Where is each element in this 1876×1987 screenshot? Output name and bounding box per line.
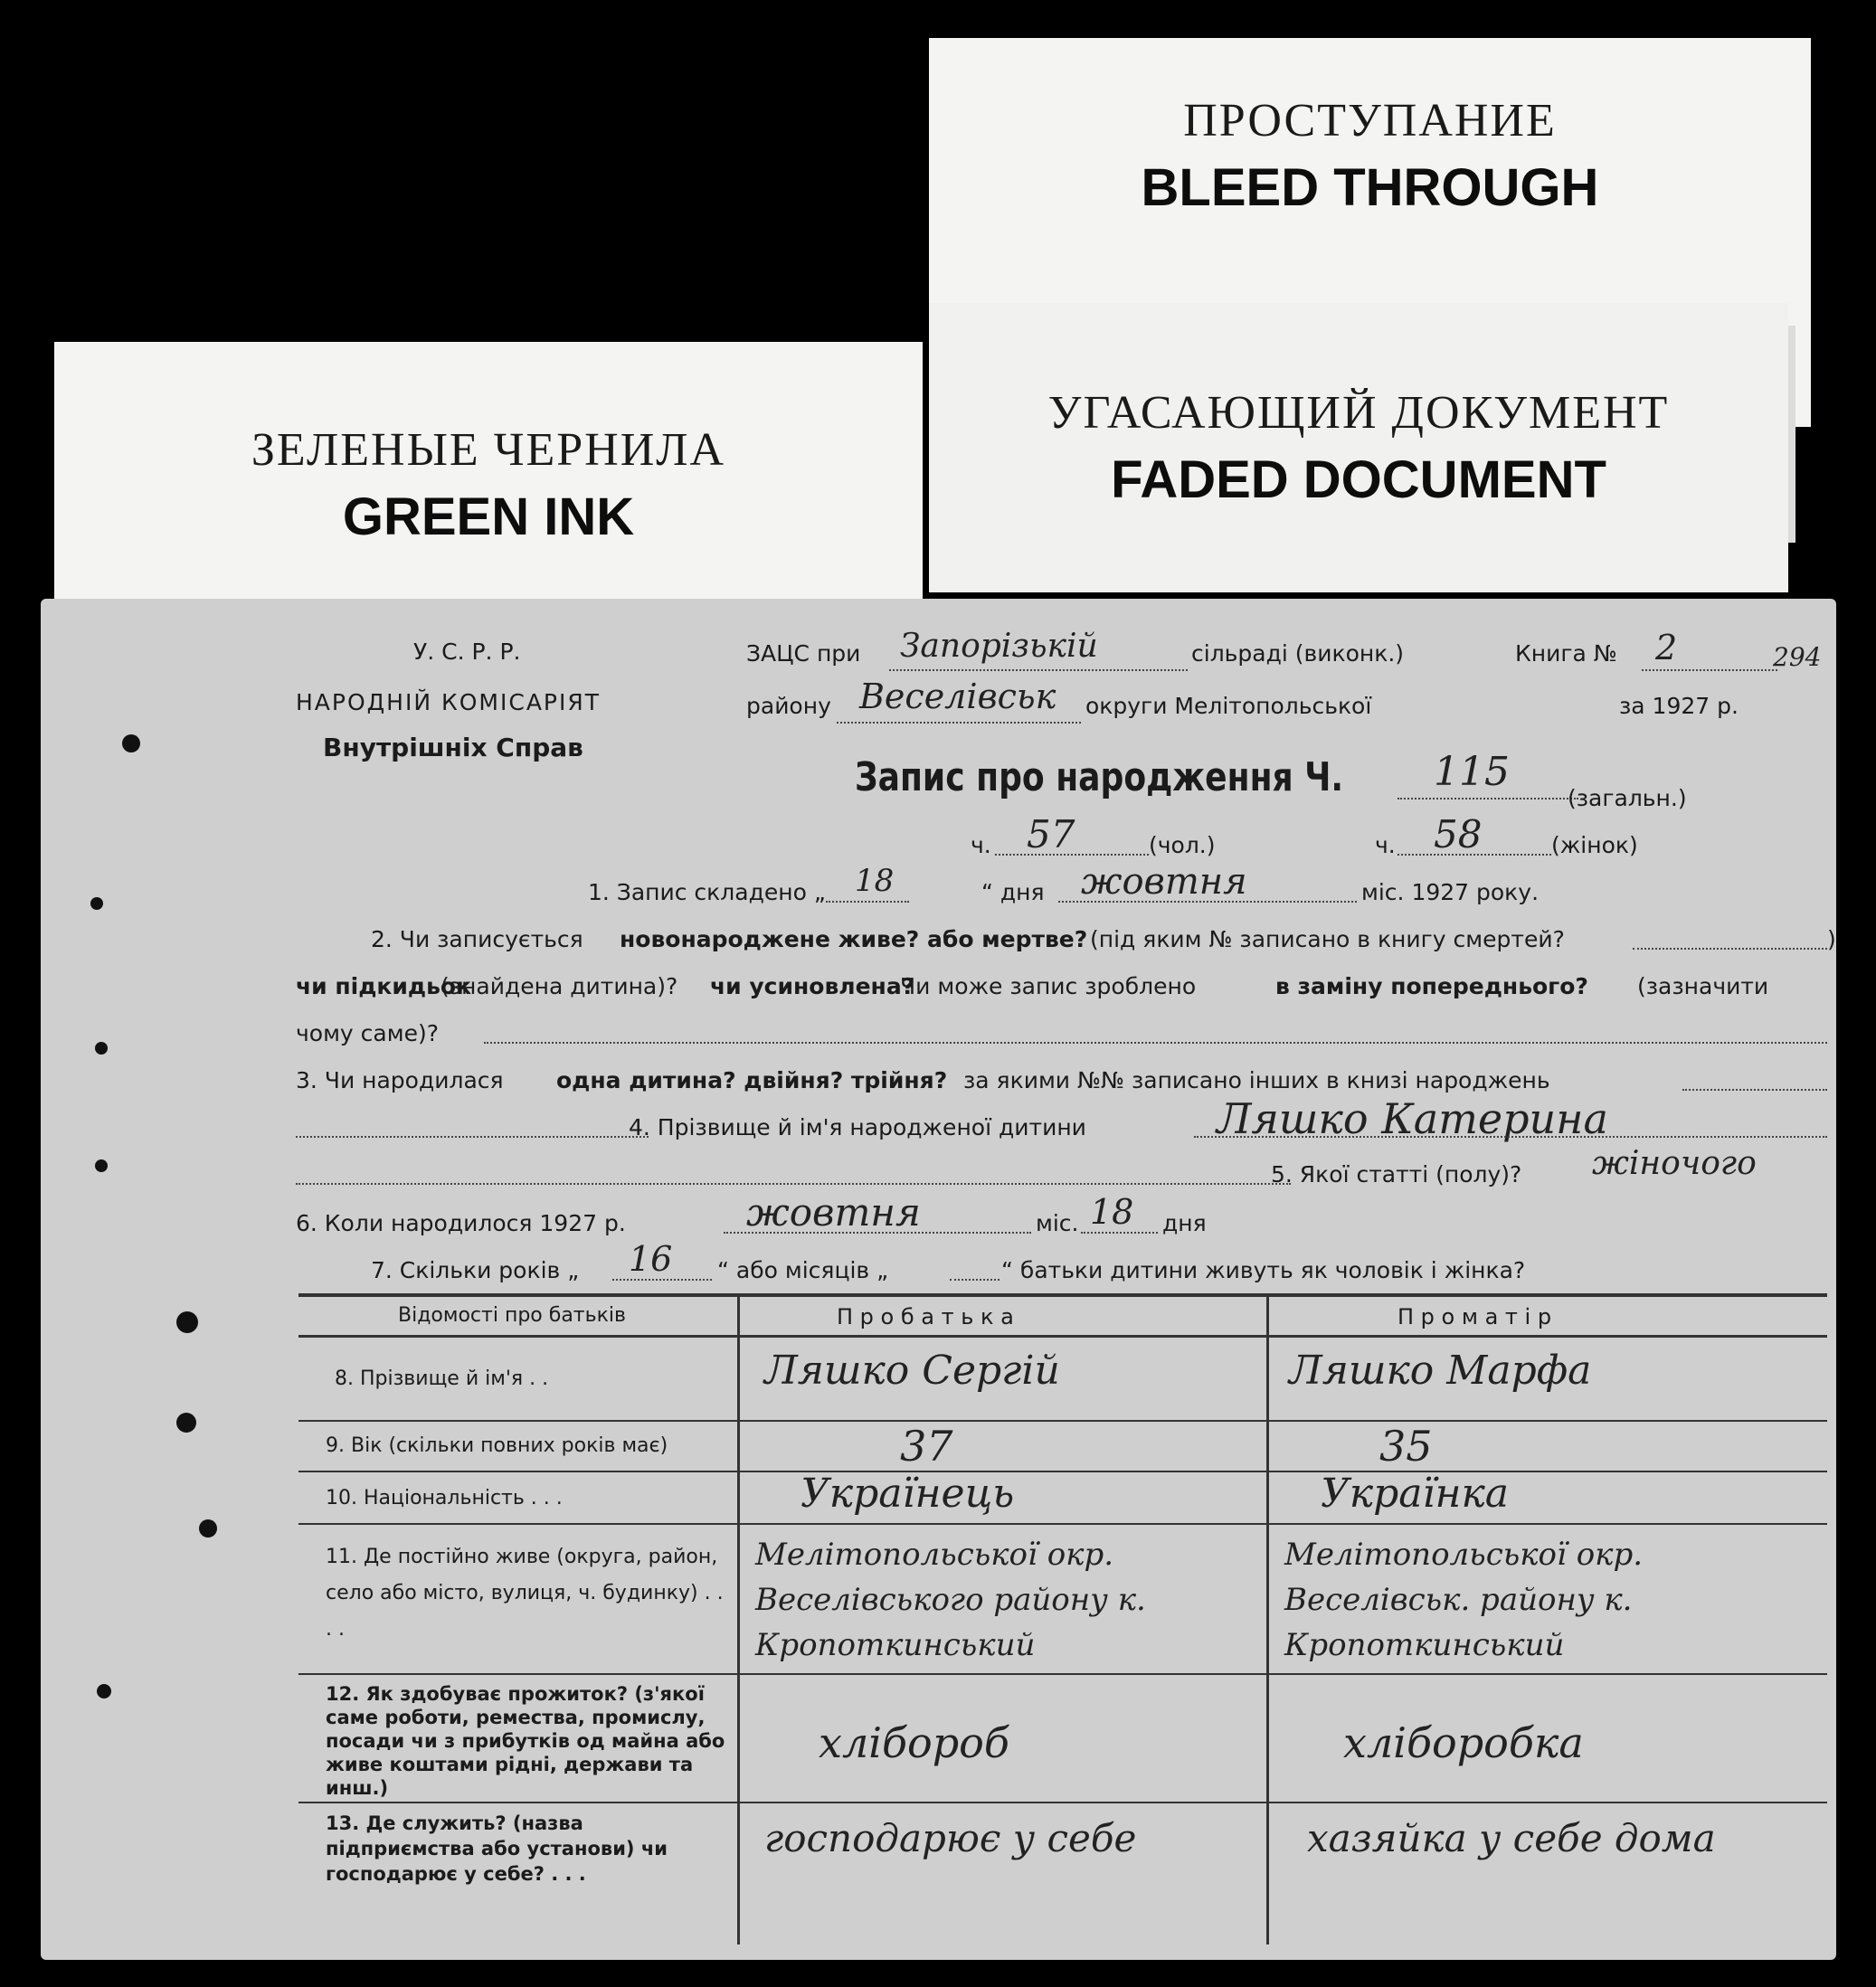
mother-age: 35 <box>1379 1422 1433 1471</box>
ch-label: ч. <box>1375 832 1396 858</box>
field2-may: Чи може запис зроблено <box>900 973 1197 999</box>
rayon-prefix: району <box>746 693 831 719</box>
field2-question: (під яким № записано в книгу смертей? <box>1090 926 1565 952</box>
table-border <box>298 1335 1827 1338</box>
col-header-mother: П р о м а т і р <box>1398 1304 1552 1329</box>
row-label: 12. Як здобуває прожиток? (з'якої саме роботи, ремества, промислу, посади чи з прибутків од майна або живе коштами рідні, держави та инш.) <box>326 1683 725 1799</box>
dotted-line <box>1081 1232 1158 1234</box>
field2-why: чому саме)? <box>296 1020 439 1046</box>
dotted-line <box>1642 669 1777 671</box>
book-value: 2 <box>1655 628 1678 667</box>
field1-label-c: міс. 1927 року. <box>1361 879 1540 905</box>
father-residence: Мелітопольської окр. Веселівського району к. Кропоткинський <box>755 1537 1146 1663</box>
dotted-line <box>1194 1136 1827 1138</box>
father-occupation: хлібороб <box>819 1718 1009 1767</box>
zags-value: Запорізькій <box>900 628 1098 665</box>
table-border <box>298 1802 1827 1803</box>
dotted-line <box>484 1042 1827 1044</box>
female-label: (жінок) <box>1551 832 1638 858</box>
mother-workplace: хазяйка у себе дома <box>1307 1816 1716 1860</box>
table-border <box>737 1293 740 1944</box>
ch-label: ч. <box>971 832 991 858</box>
record-title: Запис про народження Ч. <box>855 754 1344 800</box>
vnutr-label: Внутрішніх Справ <box>323 733 583 762</box>
field1-label: 1. Запис складено „ <box>588 879 826 905</box>
field2-note: (зазначити <box>1637 973 1769 999</box>
row-label: 11. Де постійно живе (округа, район, село або місто, вулиця, ч. будинку) . . . . <box>326 1546 724 1641</box>
field7-label: 7. Скільки років „ <box>371 1257 580 1283</box>
punch-hole <box>176 1311 198 1333</box>
field3-label: 3. Чи народилася <box>296 1067 504 1093</box>
field1-month: жовтня <box>1081 861 1247 903</box>
mother-name: Ляшко Марфа <box>1289 1348 1592 1394</box>
male-number: 57 <box>1027 812 1075 856</box>
record-number: 115 <box>1434 749 1510 795</box>
dotted-line <box>724 1232 1031 1234</box>
father-nationality: Українець <box>801 1471 1015 1517</box>
green-en-label: GREEN INK <box>342 487 635 546</box>
year-label: за 1927 р. <box>1619 693 1739 719</box>
father-workplace: господарює у себе <box>764 1816 1137 1860</box>
label-card-green-ink <box>54 342 923 613</box>
row-label: 9. Вік (скільки повних років має) <box>326 1434 668 1457</box>
bleed-ru-label: ПРОСТУПАНИЕ <box>1183 95 1557 147</box>
field2-replace: в заміну попереднього? <box>1275 973 1588 999</box>
field2-end: ) <box>1827 926 1836 952</box>
field1-day: 18 <box>855 863 895 899</box>
faded-en-label: FADED DOCUMENT <box>1111 450 1606 509</box>
field6-mis: міс. <box>1036 1210 1079 1236</box>
punch-hole <box>95 1159 108 1172</box>
table-border <box>298 1673 1827 1675</box>
field2-foundling: чи підкидьок <box>296 973 472 999</box>
female-number: 58 <box>1434 812 1483 856</box>
book-note: 294 <box>1773 642 1822 672</box>
field6-dnya: дня <box>1162 1210 1207 1236</box>
row-label: 10. Національність . . . <box>326 1487 563 1509</box>
dotted-line <box>1058 901 1357 903</box>
dotted-line <box>1398 854 1551 856</box>
field1-label-b: “ дня <box>981 879 1045 905</box>
table-border <box>298 1471 1827 1472</box>
narkom-label: НАРОДНІЙ КОМІСАРІЯТ <box>296 689 602 715</box>
rayon-value: Веселівськ <box>859 677 1056 716</box>
bleed-en-label: BLEED THROUGH <box>1141 158 1599 217</box>
field7-label-b: “ або місяців „ <box>717 1257 889 1283</box>
dotted-line <box>837 722 1081 724</box>
punch-hole <box>199 1519 217 1538</box>
table-border <box>298 1523 1827 1525</box>
dotted-line <box>889 669 1188 671</box>
dotted-line <box>296 1136 649 1138</box>
dotted-line <box>1682 1089 1827 1091</box>
field2-label: 2. Чи записується <box>371 926 583 952</box>
table-border <box>298 1420 1827 1422</box>
dotted-line <box>612 1279 712 1281</box>
dotted-line <box>296 1183 1291 1185</box>
mother-occupation: хліборобка <box>1343 1718 1584 1767</box>
field5-label: 5. Якої статті (полу)? <box>1271 1161 1522 1187</box>
birth-record-form <box>41 599 1836 1960</box>
dotted-line <box>995 854 1149 856</box>
field2-found: (знайдена дитина)? <box>441 973 678 999</box>
dotted-line <box>1633 948 1827 950</box>
field6-label: 6. Коли народилося 1927 р. <box>296 1210 626 1236</box>
mother-residence: Мелітопольської окр. Веселівськ. району к. Кропоткинський <box>1284 1537 1644 1663</box>
field3-question: за якими №№ записано інших в книзі народжень <box>963 1067 1550 1093</box>
okrug-label: округи Мелітопольської <box>1085 693 1372 719</box>
col-header-info: Відомості про батьків <box>398 1304 626 1327</box>
faded-ru-label: УГАСАЮЩИЙ ДОКУМЕНТ <box>1047 387 1670 439</box>
ussr-label: У. С. Р. Р. <box>413 639 521 665</box>
green-ru-label: ЗЕЛЕНЫЕ ЧЕРНИЛА <box>251 424 726 476</box>
field3-options: одна дитина? двійня? трійня? <box>556 1067 948 1093</box>
label-card-faded-document <box>929 303 1788 592</box>
birth-day: 18 <box>1090 1192 1134 1232</box>
dotted-line <box>950 1279 1000 1281</box>
table-border <box>1266 1293 1269 1944</box>
punch-hole <box>97 1684 111 1698</box>
row-label: 13. Де служить? (назва підприємства або установи) чи господарює у себе? . . . <box>326 1812 668 1885</box>
zags-prefix: ЗАЦС при <box>746 640 861 667</box>
father-name: Ляшко Сергій <box>764 1348 1060 1394</box>
punch-hole <box>122 734 140 752</box>
field7-label-c: “ батьки дитини живуть як чоловік і жінка? <box>1001 1257 1526 1283</box>
punch-hole <box>95 1042 108 1055</box>
field2-options: новонароджене живе? або мертве? <box>620 926 1088 952</box>
birth-month: жовтня <box>746 1190 921 1235</box>
table-border <box>298 1293 1827 1297</box>
punch-hole <box>176 1413 196 1433</box>
dotted-line <box>1398 798 1578 800</box>
male-label: (чол.) <box>1149 832 1216 858</box>
child-name: Ляшко Катерина <box>1217 1094 1608 1143</box>
zags-suffix: сільраді (виконк.) <box>1191 640 1405 667</box>
punch-hole <box>90 897 103 910</box>
father-age: 37 <box>900 1422 953 1471</box>
row-label: 8. Прізвище й ім'я . . <box>335 1367 549 1390</box>
col-header-father: П р о б а т ь к а <box>837 1304 1014 1329</box>
general-label: (загальн.) <box>1568 785 1687 811</box>
child-sex: жіночого <box>1592 1145 1757 1182</box>
field4-label: 4. Прізвище й ім'я народженої дитини <box>629 1114 1086 1140</box>
dotted-line <box>826 901 909 903</box>
mother-nationality: Українка <box>1321 1471 1510 1517</box>
field2-adopted: чи усиновлена? <box>710 973 915 999</box>
book-label: Книга № <box>1515 640 1617 667</box>
years-together: 16 <box>629 1239 673 1279</box>
